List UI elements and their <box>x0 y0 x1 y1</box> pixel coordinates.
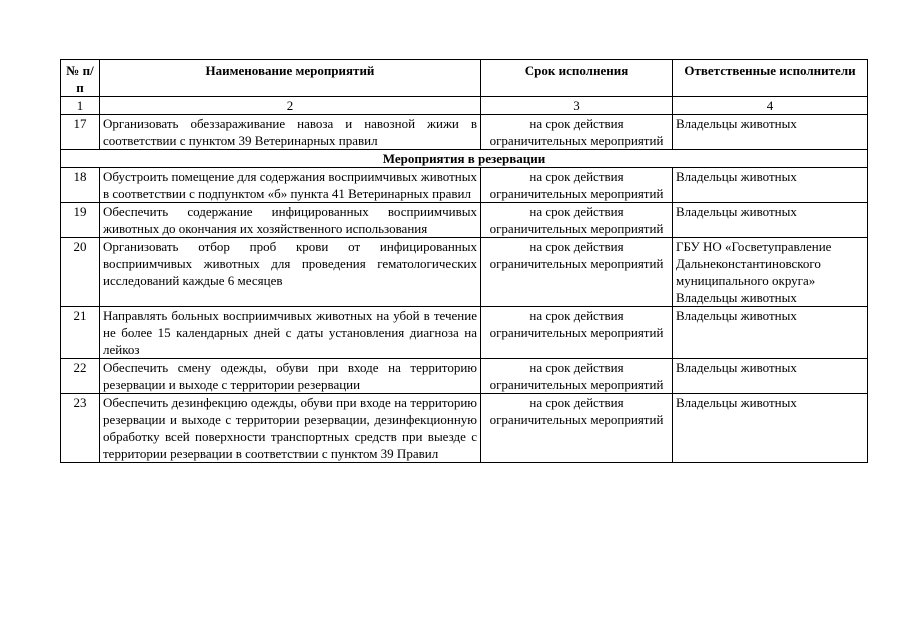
measure-name: Обеспечить содержание инфицированных восприимчивых животных до окончания их хозяйственного использования <box>100 203 481 238</box>
measure-name: Организовать отбор проб крови от инфицированных восприимчивых животных для проведения гематологических исследований каждые 6 месяцев <box>100 238 481 307</box>
measure-term: на срок действия ограничительных мероприятий <box>481 394 673 463</box>
row-number: 18 <box>61 168 100 203</box>
table-row <box>61 394 868 463</box>
column-index: 1 <box>61 97 100 115</box>
measure-term: на срок действия ограничительных мероприятий <box>481 307 673 359</box>
table-row <box>61 115 868 150</box>
measure-responsible: Владельцы животных <box>673 307 868 359</box>
table-row <box>61 307 868 359</box>
measure-responsible: Владельцы животных <box>673 203 868 238</box>
measure-term: на срок действия ограничительных мероприятий <box>481 238 673 307</box>
header-name: Наименование мероприятий <box>100 60 481 97</box>
measures-table <box>60 59 868 463</box>
row-number: 23 <box>61 394 100 463</box>
measure-name: Обеспечить смену одежды, обуви при входе на территорию резервации и выходе с территории резервации <box>100 359 481 394</box>
table-row <box>61 168 868 203</box>
measure-responsible: ГБУ НО «Госветуправление Дальнеконстантиновского муниципального округа» Владельцы животных <box>673 238 868 307</box>
section-title: Мероприятия в резервации <box>61 150 868 168</box>
table-header-row <box>61 60 868 97</box>
table-row <box>61 359 868 394</box>
header-term: Срок исполнения <box>481 60 673 97</box>
row-number: 20 <box>61 238 100 307</box>
table-row <box>61 238 868 307</box>
table-row <box>61 203 868 238</box>
column-index-row <box>61 97 868 115</box>
row-number: 19 <box>61 203 100 238</box>
measure-name: Обустроить помещение для содержания восприимчивых животных в соответствии с подпунктом «б» пункта 41 Ветеринарных правил <box>100 168 481 203</box>
measure-name: Обеспечить дезинфекцию одежды, обуви при входе на территорию резервации и выходе с территории резервации, дезинфекционную обработку всей поверхности транспортных средств при выезде с территории резервации в соответствии с пунктом 39 Правил <box>100 394 481 463</box>
row-number: 21 <box>61 307 100 359</box>
header-responsible: Ответственные исполнители <box>673 60 868 97</box>
measure-term: на срок действия ограничительных мероприятий <box>481 115 673 150</box>
measure-responsible: Владельцы животных <box>673 359 868 394</box>
row-number: 22 <box>61 359 100 394</box>
measure-name: Организовать обеззараживание навоза и навозной жижи в соответствии с пунктом 39 Ветеринарных правил <box>100 115 481 150</box>
section-row <box>61 150 868 168</box>
column-index: 3 <box>481 97 673 115</box>
measure-name: Направлять больных восприимчивых животных на убой в течение не более 15 календарных дней с даты установления диагноза на лейкоз <box>100 307 481 359</box>
column-index: 4 <box>673 97 868 115</box>
row-number: 17 <box>61 115 100 150</box>
measure-term: на срок действия ограничительных мероприятий <box>481 359 673 394</box>
header-number: № п/п <box>61 60 100 97</box>
measure-responsible: Владельцы животных <box>673 115 868 150</box>
column-index: 2 <box>100 97 481 115</box>
measure-term: на срок действия ограничительных мероприятий <box>481 203 673 238</box>
measure-responsible: Владельцы животных <box>673 394 868 463</box>
measure-responsible: Владельцы животных <box>673 168 868 203</box>
measure-term: на срок действия ограничительных мероприятий <box>481 168 673 203</box>
